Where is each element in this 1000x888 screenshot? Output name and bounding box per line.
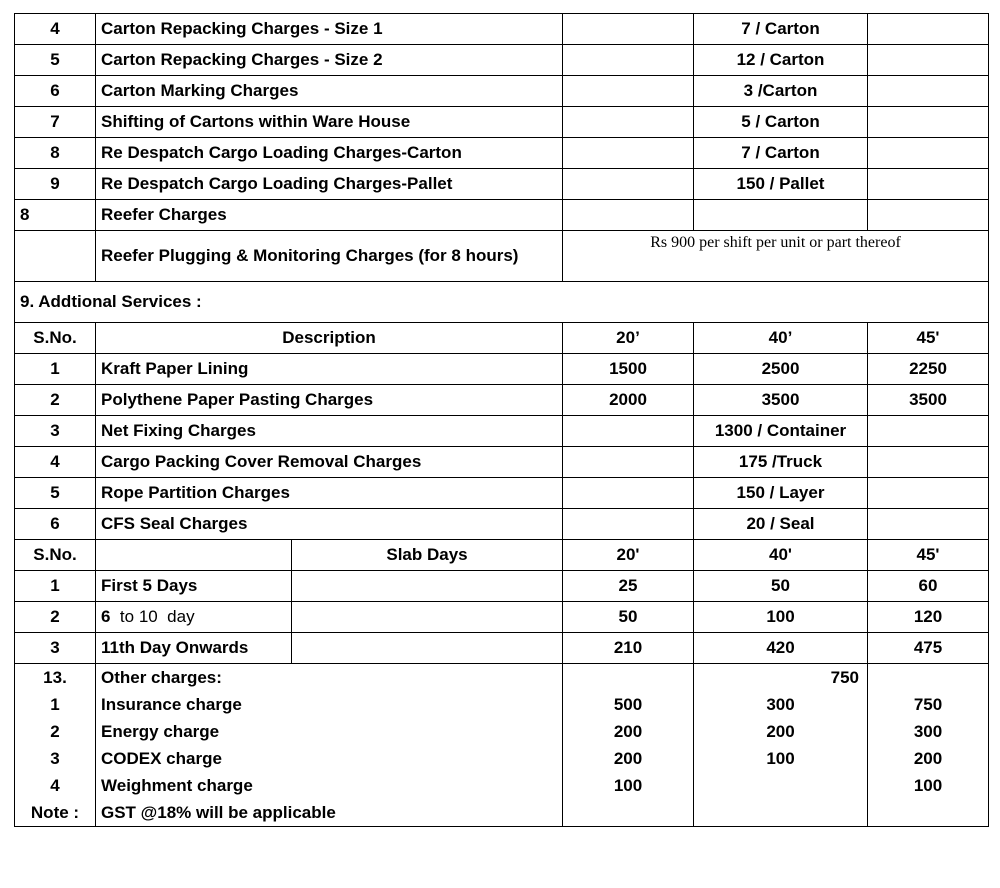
header-sno: S.No. bbox=[15, 540, 96, 571]
rate-40ft: 200 bbox=[694, 718, 868, 745]
slab-days: First 5 Days bbox=[96, 571, 292, 602]
rate-40ft: 50 bbox=[694, 571, 868, 602]
rate-45ft: 200 bbox=[868, 745, 989, 772]
empty-cell bbox=[868, 200, 989, 231]
rate-40ft: 420 bbox=[694, 633, 868, 664]
charge-description: Re Despatch Cargo Loading Charges-Pallet bbox=[96, 169, 563, 200]
empty-cell bbox=[563, 169, 694, 200]
rate-20ft: 200 bbox=[563, 718, 694, 745]
empty-cell bbox=[563, 200, 694, 231]
charge-rate: 150 / Pallet bbox=[694, 169, 868, 200]
tariff-table bbox=[14, 13, 989, 827]
empty-cell bbox=[563, 76, 694, 107]
rate-20ft: 500 bbox=[563, 691, 694, 718]
rate-45ft: 2250 bbox=[868, 354, 989, 385]
row-number: 2 bbox=[15, 718, 96, 745]
empty-cell bbox=[868, 169, 989, 200]
charge-description: Weighment charge bbox=[96, 772, 563, 799]
empty-cell bbox=[563, 14, 694, 45]
charge-rate: 7 / Carton bbox=[694, 14, 868, 45]
note-row bbox=[15, 799, 989, 827]
slab-days-start: 6 bbox=[101, 607, 111, 626]
header-slab-days: Slab Days bbox=[292, 540, 563, 571]
slab-days-range: to 10 day bbox=[110, 607, 195, 626]
rate-45ft: 100 bbox=[868, 772, 989, 799]
reefer-plug-rate: Rs 900 per shift per unit or part thereof bbox=[563, 231, 989, 282]
rate-40ft: 100 bbox=[694, 602, 868, 633]
table-row bbox=[15, 385, 989, 416]
row-number: 8 bbox=[15, 200, 96, 231]
table-row bbox=[15, 478, 989, 509]
header-40ft: 40' bbox=[694, 540, 868, 571]
rate-40ft: 1300 / Container bbox=[694, 416, 868, 447]
table-row bbox=[15, 571, 989, 602]
table-row bbox=[15, 509, 989, 540]
empty-cell bbox=[694, 200, 868, 231]
row-number: 2 bbox=[15, 385, 96, 416]
table-row bbox=[15, 200, 989, 231]
rate-40ft: 100 bbox=[694, 745, 868, 772]
charge-description: Shifting of Cartons within Ware House bbox=[96, 107, 563, 138]
row-number: 13. bbox=[15, 664, 96, 692]
header-45ft: 45' bbox=[868, 540, 989, 571]
service-description: Kraft Paper Lining bbox=[96, 354, 563, 385]
rate-45ft: 475 bbox=[868, 633, 989, 664]
charge-description: Insurance charge bbox=[96, 691, 563, 718]
header-20ft: 20' bbox=[563, 540, 694, 571]
slab-days: 11th Day Onwards bbox=[96, 633, 292, 664]
rate-45ft: 3500 bbox=[868, 385, 989, 416]
charge-description: CODEX charge bbox=[96, 745, 563, 772]
service-description: Net Fixing Charges bbox=[96, 416, 563, 447]
service-description: Polythene Paper Pasting Charges bbox=[96, 385, 563, 416]
empty-cell bbox=[868, 107, 989, 138]
empty-cell bbox=[563, 799, 694, 827]
header-45ft: 45' bbox=[868, 323, 989, 354]
empty-cell bbox=[868, 799, 989, 827]
charge-description: Carton Marking Charges bbox=[96, 76, 563, 107]
rate-45ft: 120 bbox=[868, 602, 989, 633]
rate-45ft bbox=[868, 416, 989, 447]
service-description: Cargo Packing Cover Removal Charges bbox=[96, 447, 563, 478]
table-row bbox=[15, 691, 989, 718]
rate-40ft: 2500 bbox=[694, 354, 868, 385]
rate-20ft bbox=[563, 478, 694, 509]
table-row bbox=[15, 416, 989, 447]
empty-cell bbox=[292, 602, 563, 633]
table-row bbox=[15, 602, 989, 633]
rate-40ft: 150 / Layer bbox=[694, 478, 868, 509]
row-number: 5 bbox=[15, 45, 96, 76]
reefer-plug-description: Reefer Plugging & Monitoring Charges (for 8 hours) bbox=[96, 231, 563, 282]
rate-20ft: 1500 bbox=[563, 354, 694, 385]
empty-cell bbox=[868, 14, 989, 45]
empty-cell bbox=[563, 45, 694, 76]
empty-cell bbox=[868, 138, 989, 169]
empty-cell bbox=[292, 633, 563, 664]
row-number: 4 bbox=[15, 14, 96, 45]
row-number: 3 bbox=[15, 633, 96, 664]
row-number: 4 bbox=[15, 772, 96, 799]
other-charges-value: 750 bbox=[694, 664, 868, 692]
row-number: 3 bbox=[15, 745, 96, 772]
header-20ft: 20’ bbox=[563, 323, 694, 354]
row-number: 1 bbox=[15, 354, 96, 385]
rate-45ft: 300 bbox=[868, 718, 989, 745]
table-row bbox=[15, 447, 989, 478]
rate-20ft: 2000 bbox=[563, 385, 694, 416]
service-description: Rope Partition Charges bbox=[96, 478, 563, 509]
table-row bbox=[15, 664, 989, 692]
empty-cell bbox=[15, 231, 96, 282]
rate-20ft: 210 bbox=[563, 633, 694, 664]
section-row bbox=[15, 282, 989, 323]
note-text: GST @18% will be applicable bbox=[96, 799, 563, 827]
rate-45ft: 60 bbox=[868, 571, 989, 602]
row-number: 8 bbox=[15, 138, 96, 169]
rate-45ft bbox=[868, 478, 989, 509]
charge-description: Energy charge bbox=[96, 718, 563, 745]
rate-20ft: 25 bbox=[563, 571, 694, 602]
empty-cell bbox=[96, 540, 292, 571]
charge-rate: 5 / Carton bbox=[694, 107, 868, 138]
empty-cell bbox=[563, 664, 694, 692]
table-row bbox=[15, 45, 989, 76]
empty-cell bbox=[563, 138, 694, 169]
header-row bbox=[15, 540, 989, 571]
rate-45ft: 750 bbox=[868, 691, 989, 718]
table-row bbox=[15, 354, 989, 385]
note-label: Note : bbox=[15, 799, 96, 827]
rate-40ft bbox=[694, 772, 868, 799]
row-number: 6 bbox=[15, 509, 96, 540]
row-number: 2 bbox=[15, 602, 96, 633]
row-number: 9 bbox=[15, 169, 96, 200]
table-row bbox=[15, 14, 989, 45]
table-row bbox=[15, 772, 989, 799]
charge-rate: 7 / Carton bbox=[694, 138, 868, 169]
service-description: CFS Seal Charges bbox=[96, 509, 563, 540]
rate-20ft: 100 bbox=[563, 772, 694, 799]
header-description: Description bbox=[96, 323, 563, 354]
rate-40ft: 20 / Seal bbox=[694, 509, 868, 540]
charge-description: Re Despatch Cargo Loading Charges-Carton bbox=[96, 138, 563, 169]
charge-description: Carton Repacking Charges - Size 2 bbox=[96, 45, 563, 76]
reefer-title: Reefer Charges bbox=[96, 200, 563, 231]
rate-40ft: 3500 bbox=[694, 385, 868, 416]
row-number: 5 bbox=[15, 478, 96, 509]
table-row bbox=[15, 107, 989, 138]
empty-cell bbox=[563, 107, 694, 138]
rate-20ft bbox=[563, 447, 694, 478]
rate-20ft: 200 bbox=[563, 745, 694, 772]
rate-20ft bbox=[563, 509, 694, 540]
header-row bbox=[15, 323, 989, 354]
header-40ft: 40’ bbox=[694, 323, 868, 354]
section-title: 9. Addtional Services : bbox=[15, 282, 989, 323]
row-number: 3 bbox=[15, 416, 96, 447]
charge-rate: 3 /Carton bbox=[694, 76, 868, 107]
empty-cell bbox=[868, 45, 989, 76]
table-row bbox=[15, 76, 989, 107]
rate-45ft bbox=[868, 509, 989, 540]
table-row bbox=[15, 633, 989, 664]
charge-rate: 12 / Carton bbox=[694, 45, 868, 76]
table-row bbox=[15, 231, 989, 282]
row-number: 7 bbox=[15, 107, 96, 138]
table-row bbox=[15, 745, 989, 772]
rate-20ft bbox=[563, 416, 694, 447]
other-charges-title: Other charges: bbox=[96, 664, 563, 692]
charge-description: Carton Repacking Charges - Size 1 bbox=[96, 14, 563, 45]
rate-45ft bbox=[868, 447, 989, 478]
row-number: 1 bbox=[15, 571, 96, 602]
table-row bbox=[15, 718, 989, 745]
row-number: 1 bbox=[15, 691, 96, 718]
rate-20ft: 50 bbox=[563, 602, 694, 633]
header-sno: S.No. bbox=[15, 323, 96, 354]
table-row bbox=[15, 169, 989, 200]
table-row bbox=[15, 138, 989, 169]
row-number: 4 bbox=[15, 447, 96, 478]
empty-cell bbox=[292, 571, 563, 602]
empty-cell bbox=[868, 76, 989, 107]
slab-days bbox=[96, 602, 292, 633]
empty-cell bbox=[694, 799, 868, 827]
empty-cell bbox=[868, 664, 989, 692]
row-number: 6 bbox=[15, 76, 96, 107]
rate-40ft: 175 /Truck bbox=[694, 447, 868, 478]
rate-40ft: 300 bbox=[694, 691, 868, 718]
